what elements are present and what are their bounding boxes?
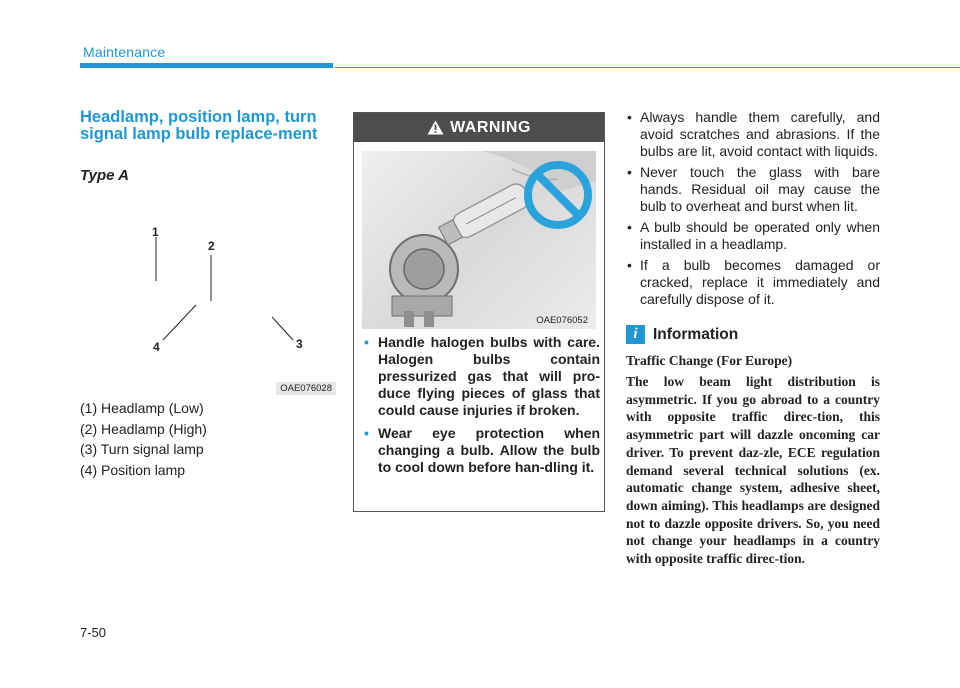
warning-triangle-icon <box>427 120 444 135</box>
caution-bullets <box>626 109 880 308</box>
image-code: OAE076052 <box>536 315 588 326</box>
list-item: (1) Headlamp (Low) <box>80 400 204 416</box>
info-icon: i <box>626 325 645 344</box>
warning-title: WARNING <box>450 118 531 136</box>
list-item: (4) Position lamp <box>80 461 186 478</box>
information-subtitle: Traffic Change (For Europe) <box>626 353 793 368</box>
section-heading: Headlamp, position lamp, turn signal lamp bulb replace-ment <box>80 108 318 143</box>
header-bar-accent <box>80 63 333 68</box>
list-item: (2) Headlamp (High) <box>80 420 207 437</box>
callout-label-2: 2 <box>208 239 215 253</box>
information-title: Information <box>653 325 739 343</box>
list-item: • If a bulb becomes damaged or cracked, replace it immediately and carefully dispose of it. <box>626 257 880 308</box>
list-item: • Wear eye protection when changing a bulb. Allow the bulb to cool down before han-dling it. <box>364 425 600 476</box>
callout-line-3 <box>272 317 293 340</box>
list-item: • Handle halogen bulbs with care. Halogen bulbs contain pressurized gas that will pro-duce flying pieces of glass that could cause injuries if broken. <box>364 334 600 419</box>
type-label: Type A <box>80 167 129 184</box>
list-item: • A bulb should be operated only when installed in a headlamp. <box>626 219 880 253</box>
list-item: • Never touch the glass with bare hands. Residual oil may cause the bulb to overheat and burst when lit. <box>626 164 880 215</box>
right-column <box>626 109 880 568</box>
callout-label-4: 4 <box>153 340 160 354</box>
information-header <box>626 325 880 344</box>
section-header-title: Maintenance <box>83 44 166 60</box>
callout-label-1: 1 <box>152 225 159 239</box>
warning-header <box>354 113 604 142</box>
callout-lines <box>80 195 336 395</box>
callout-line-4 <box>163 305 196 340</box>
information-body: The low beam light distribution is asymmetric. If you go abroad to a country with opposite traffic direc-tion, this asymmetric part will dazzle oncoming car driver. To prevent daz-zle, ECE regulation demand several technical solutions (ex. automatic change system, adhesive sheet, down aiming). This headlamps are designed not to dazzle opposite drivers. So, you need not change your headlamps in a country with opposite traffic direc-tion. <box>626 374 880 567</box>
warning-box <box>353 112 605 512</box>
list-item: (3) Turn signal lamp <box>80 441 204 457</box>
image-code: OAE076028 <box>276 382 336 395</box>
headlamp-diagram <box>80 195 336 395</box>
warning-photo <box>362 151 596 329</box>
page-number: 7-50 <box>80 625 107 640</box>
parts-list <box>80 398 207 480</box>
callout-label-3: 3 <box>296 337 303 351</box>
warning-list <box>364 334 600 482</box>
halogen-bulb-hand-illustration <box>362 151 596 329</box>
list-item: • Always handle them carefully, and avoid scratches and abrasions. If the bulbs are lit, avoid contact with liquids. <box>626 109 880 160</box>
header-rule <box>335 67 960 68</box>
